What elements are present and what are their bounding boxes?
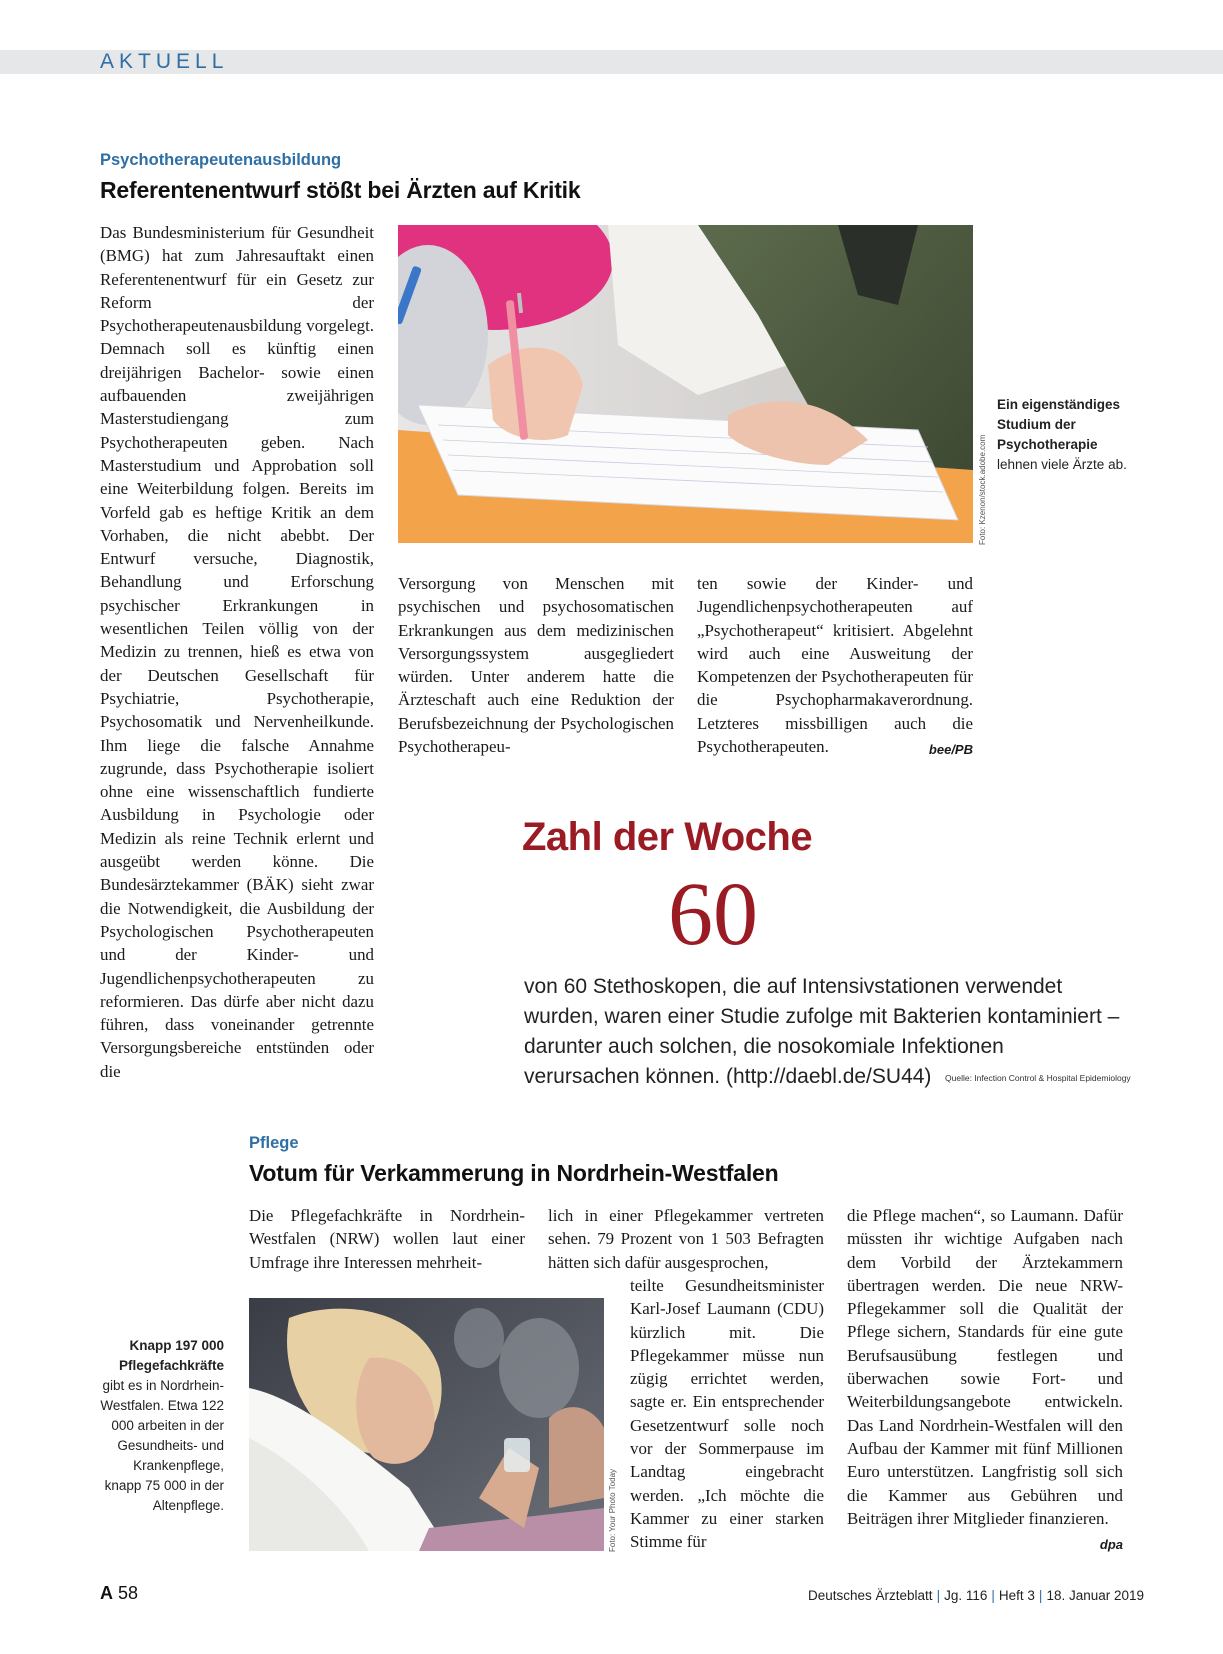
zahl-title: Zahl der Woche: [522, 815, 813, 859]
article2-column-2-top: [548, 1204, 824, 1274]
section-label: AKTUELL: [100, 50, 229, 73]
article1-signature: bee/PB: [928, 742, 973, 758]
zahl-number: 60: [668, 865, 758, 964]
article2-column-1: [249, 1204, 525, 1274]
article1-column-2: [398, 572, 674, 758]
article1-kicker: Psychotherapeutenausbildung: [100, 151, 342, 169]
page-number-value: 58: [113, 1583, 139, 1603]
article2-photo-credit: Foto: Your Photo Today: [608, 1468, 617, 1552]
article1-column-3: [697, 572, 973, 761]
footer-separator: |: [1038, 1588, 1043, 1603]
article2-column-3: [847, 1204, 1123, 1556]
article2-caption: [98, 1336, 224, 1516]
page-prefix: A: [100, 1583, 113, 1603]
article2-signature: dpa: [1099, 1537, 1123, 1553]
journal-issue: Heft 3: [998, 1588, 1035, 1603]
article1-col3-text: ten sowie der Kinder- und Jugendlichenpsychotherapeuten auf „Psychotherapeut“ kritisiert. Abgelehnt wird auch eine Ausweitung der Kompetenzen der Psychotherapeuten für die Psychopharmakaverordnung. Letzteres missbilligen auch die Psychotherapeuten.: [697, 574, 973, 757]
article1-photo-credit: Foto: Kzenon/stock.adobe.com: [978, 434, 987, 545]
article1-col1-text: Das Bundesministerium für Gesundheit (BMG) hat zum Jahresauftakt einen Referentenentwurf für ein Gesetz zur Reform der Psychotherapeutenausbildung vorgelegt. Demnach soll es künftig einen dreijährigen Bachelor- sowie einen aufbauenden zweijährigen Masterstudiengang zum Psychotherapeuten geben. Nach Masterstudium und Approbation soll eine Weiterbildung folgen. Bereits im Vorfeld gab es heftige Kritik an dem Vorhaben, die nicht abebbt. Der Entwurf versuche, Diagnostik, Behandlung und Erforschung psychischer Erkrankungen in wesentlichen Teilen völlig von der Medizin zu trennen, hieß es etwa von der Deutschen Gesellschaft für Psychiatrie, Psychotherapie, Psychosomatik und Nervenheilkunde. Ihm liege die falsche Annahme zugrunde, dass Psychotherapie isoliert ohne eine wissenschaftlich fundierte Ausbildung in Psychologie oder Medizin als reine Technik erlernt und ausgeübt werden könne. Die Bundesärztekammer (BÄK) sieht zwar die Notwendigkeit, die Ausbildung der Psychologischen Psychotherapeuten und der Kinder- und Jugendlichenpsychotherapeuten zu reformieren. Das dürfe aber nicht dazu führen, dass voneinander getrennte Versorgungsbereiche entstünden oder die: [100, 223, 374, 1081]
article2-caption-text: gibt es in Nordrhein-Westfalen. Etwa 122 000 arbeiten in der Gesundheits- und Krankenpflege, knapp 75 000 in der Altenpflege.: [100, 1378, 224, 1513]
article2-photo: [249, 1298, 604, 1551]
article2-col2b-text: teilte Gesundheitsminister Karl-Josef Laumann (CDU) kürzlich mit. Die Pflegekammer müsse nun zügig errichtet werden, sagte er. Ein entsprechender Gesetzentwurf solle noch vor der Sommerpause im Landtag eingebracht werden. „Ich möchte die Kammer zu einer starken Stimme für: [630, 1276, 824, 1552]
article2-headline: Votum für Verkammerung in Nordrhein-Westfalen: [249, 1160, 779, 1186]
article2-caption-bold: Knapp 197 000 Pflegefachkräfte: [118, 1338, 224, 1373]
article2-kicker: Pflege: [249, 1134, 299, 1152]
writing-hand-image: [398, 225, 973, 543]
journal-volume: Jg. 116: [944, 1588, 988, 1603]
footer-separator: |: [936, 1588, 941, 1603]
zahl-text: von 60 Stethoskopen, die auf Intensivstationen verwendet wurden, waren einer Studie zufolge mit Bakterien kontaminiert – darunter auch solchen, die nosokomiale Infektionen verursachen können. (http://daebl.de/SU44): [524, 975, 1120, 1088]
zahl-source: Quelle: Infection Control & Hospital Epidemiology: [945, 1073, 1131, 1083]
page-number: [100, 1583, 138, 1604]
journal-date: 18. Januar 2019: [1046, 1588, 1145, 1603]
article1-column-1: [100, 221, 374, 1083]
article2-col1-text: Die Pflegefachkräfte in Nordrhein-Westfalen (NRW) wollen laut einer Umfrage ihre Interessen mehrheit-: [249, 1206, 525, 1272]
footer-journal-info: [808, 1588, 1144, 1603]
article1-caption: [997, 395, 1137, 475]
article1-caption-text: lehnen viele Ärzte ab.: [997, 457, 1127, 472]
article2-column-2-bottom: [630, 1274, 824, 1554]
article2-col3-text: die Pflege machen“, so Laumann. Dafür müssten ihr wichtige Aufgaben nach dem Vorbild der Ärztekammern übertragen werden. Die neue NRW-Pflegekammer soll die Qualität der Pflege sichern, Standards für eine gute Berufsausübung festlegen und überwachen sowie Fort- und Weiterbildungsangebote entwickeln. Das Land Nordrhein-Westfalen will den Aufbau der Kammer mit fünf Millionen Euro unterstützen. Langfristig soll sich die Kammer aus Gebühren und Beiträgen ihrer Mitglieder finanzieren.: [847, 1206, 1123, 1528]
article1-photo: [398, 225, 973, 543]
article2-col2a-text: lich in einer Pflegekammer vertreten sehen. 79 Prozent von 1 503 Befragten hätten sich dafür ausgesprochen,: [548, 1206, 824, 1272]
article1-caption-bold: Ein eigenständiges Studium der Psychotherapie: [997, 397, 1121, 452]
nurse-image: [249, 1298, 604, 1551]
article1-headline: Referentenentwurf stößt bei Ärzten auf Kritik: [100, 177, 581, 203]
footer-separator: |: [991, 1588, 995, 1603]
journal-name: Deutsches Ärzteblatt: [808, 1588, 933, 1603]
article1-col2-text: Versorgung von Menschen mit psychischen und psychosomatischen Erkrankungen aus dem medizinischen Versorgungssystem ausgegliedert würden. Unter anderem hatte die Ärzteschaft auch eine Reduktion der Berufsbezeichnung der Psychologischen Psychotherapeu-: [398, 574, 674, 757]
